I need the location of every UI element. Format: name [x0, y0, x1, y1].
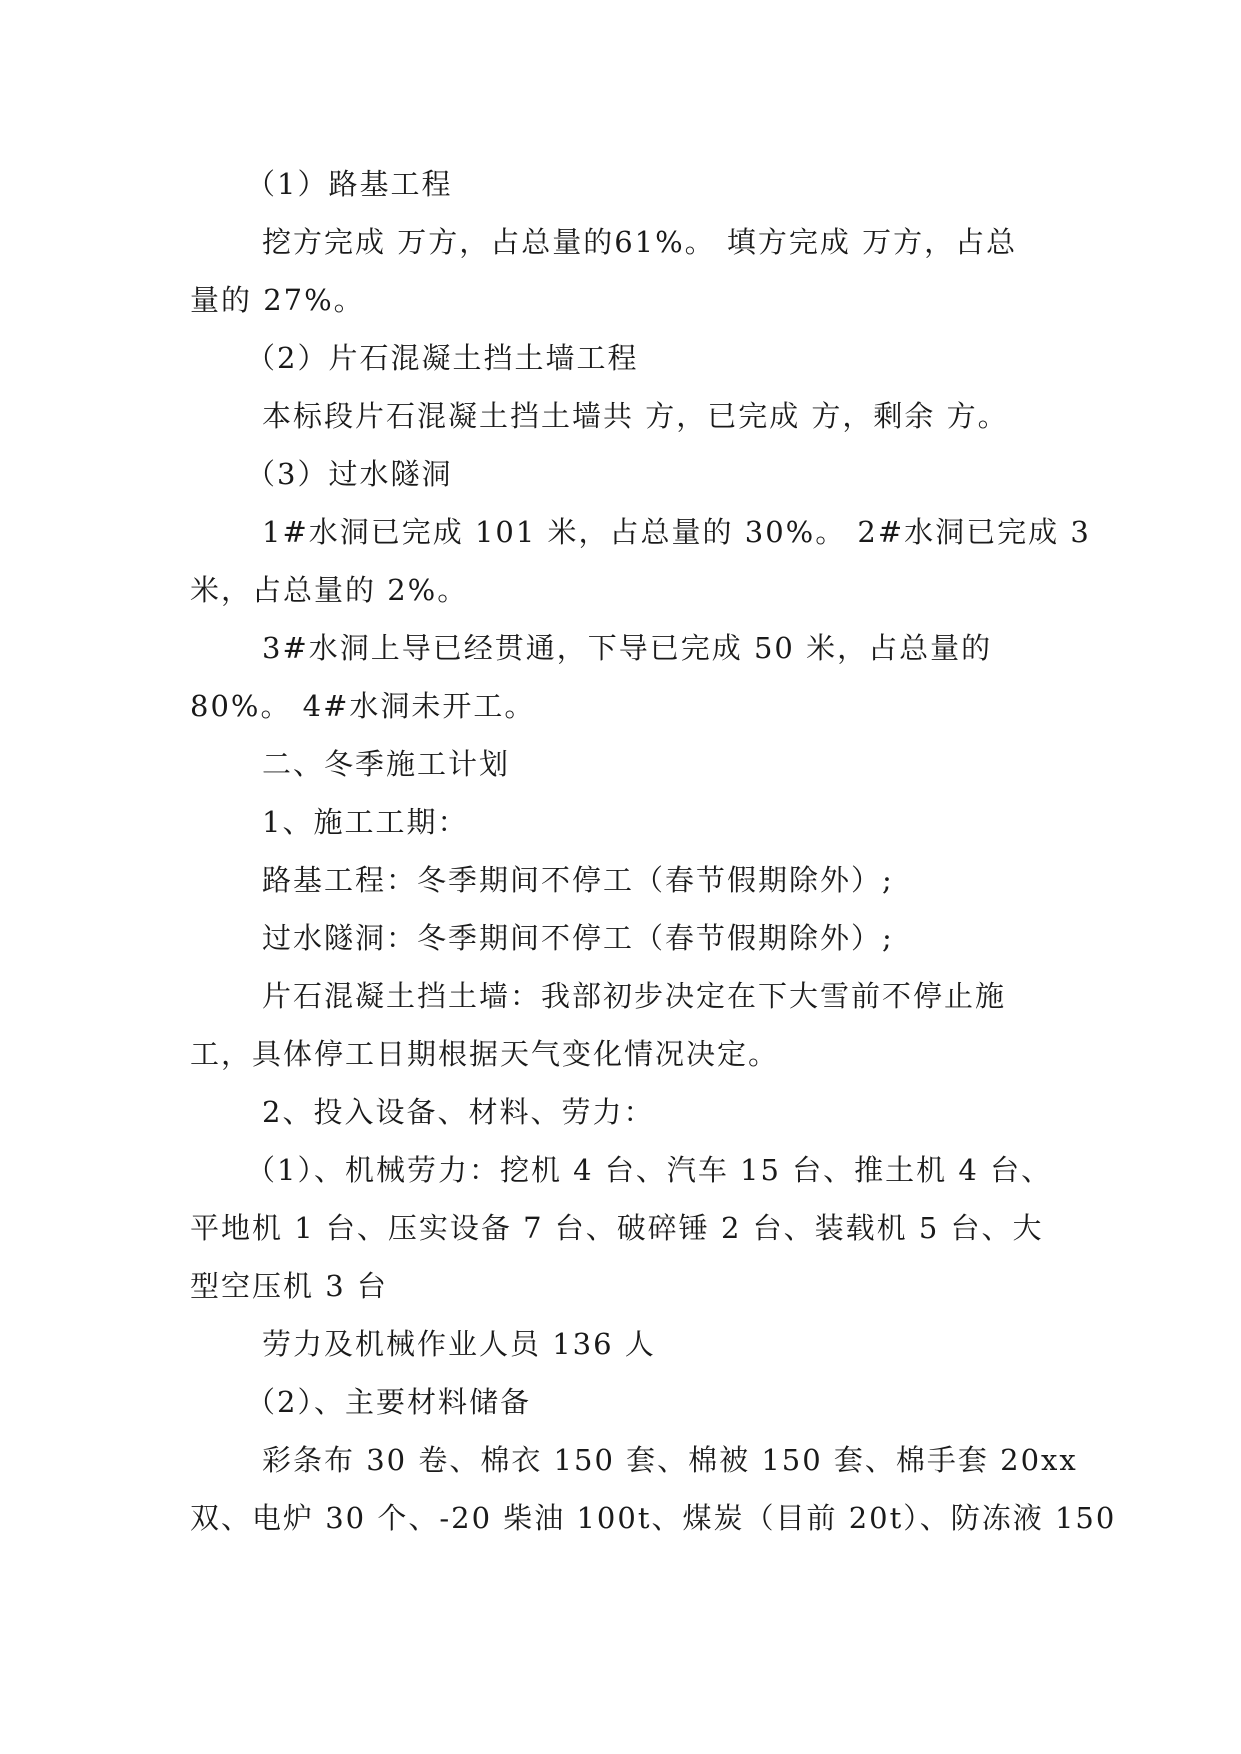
heading-tunnel: （3）过水隧洞: [246, 457, 453, 491]
paragraph-line: 路基工程：冬季期间不停工（春节假期除外）;: [262, 863, 894, 897]
subsection-heading-schedule: 1、施工工期：: [262, 805, 469, 839]
paragraph-line: 劳力及机械作业人员 136 人: [262, 1327, 656, 1361]
paragraph-line: 型空压机 3 台: [190, 1269, 388, 1303]
heading-materials: （2）、主要材料储备: [246, 1385, 531, 1419]
paragraph-line: 片石混凝土挡土墙：我部初步决定在下大雪前不停止施: [262, 979, 1007, 1013]
paragraph-line: 双、电炉 30 个、-20 柴油 100t、煤炭（目前 20t）、防冻液 150: [190, 1501, 1117, 1535]
heading-subgrade: （1）路基工程: [246, 167, 453, 201]
paragraph-line: 量的 27%。: [190, 283, 365, 317]
paragraph-line: （1）、机械劳力：挖机 4 台、汽车 15 台、推土机 4 台、: [246, 1153, 1053, 1187]
paragraph-line: 本标段片石混凝土挡土墙共 方，已完成 方，剩余 方。: [262, 399, 1009, 433]
heading-retaining-wall: （2）片石混凝土挡土墙工程: [246, 341, 639, 375]
paragraph-line: 3#水洞上导已经贯通，下导已完成 50 米，占总量的: [262, 631, 993, 665]
paragraph-line: 平地机 1 台、压实设备 7 台、破碎锤 2 台、装载机 5 台、大: [190, 1211, 1044, 1245]
paragraph-line: 彩条布 30 卷、棉衣 150 套、棉被 150 套、棉手套 20xx: [262, 1443, 1078, 1477]
paragraph-line: 过水隧洞：冬季期间不停工（春节假期除外）;: [262, 921, 894, 955]
paragraph-line: 米，占总量的 2%。: [190, 573, 469, 607]
paragraph-line: 1#水洞已完成 101 米，占总量的 30%。 2#水洞已完成 3: [262, 515, 1091, 549]
subsection-heading-resources: 2、投入设备、材料、劳力：: [262, 1095, 655, 1129]
paragraph-line: 80%。 4#水洞未开工。: [190, 689, 536, 723]
paragraph-line: 挖方完成 万方，占总量的61%。 填方完成 万方，占总: [262, 225, 1018, 259]
section-heading-winter-plan: 二、冬季施工计划: [262, 747, 511, 781]
paragraph-line: 工，具体停工日期根据天气变化情况决定。: [190, 1037, 780, 1071]
